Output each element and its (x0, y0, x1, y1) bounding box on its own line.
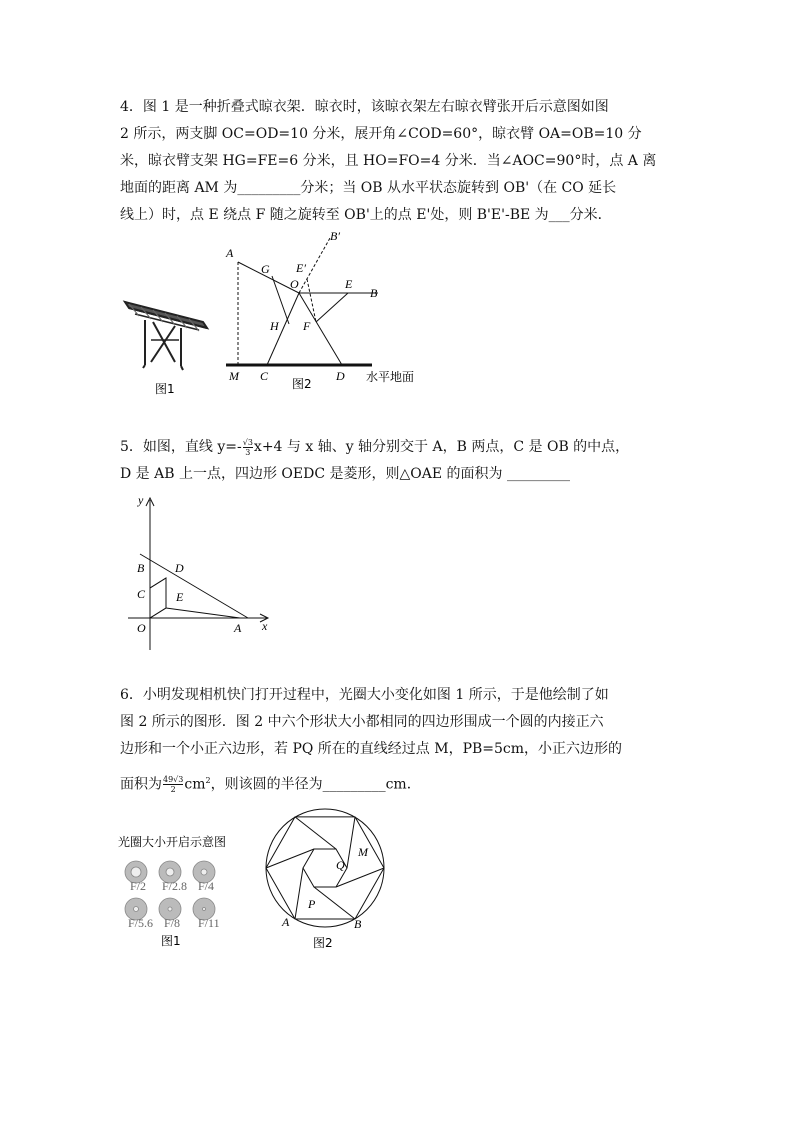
q6-fig1-caption: 图1 (161, 934, 181, 948)
label-a: A (234, 621, 242, 635)
aperture-title: 光圈大小开启示意图 (118, 835, 227, 849)
stop-label: F/8 (164, 916, 181, 930)
label-f: F (303, 319, 311, 333)
q6-line-4 (120, 767, 680, 794)
blade-edge (347, 817, 355, 868)
label-d: D (175, 561, 184, 575)
q5-line-2: D 是 AB 上一点，四边形 OEDC 是菱形，则△OAE 的面积为 _________ (120, 466, 570, 482)
line-ab (140, 554, 248, 618)
q5-fraction-denominator: 3 (245, 447, 251, 457)
q6-area-fraction (163, 775, 183, 794)
label-b: B (354, 917, 362, 931)
segment-fe-prime (307, 279, 316, 322)
label-e: E (176, 590, 184, 604)
segment-oe (150, 608, 166, 618)
label-a: A (226, 246, 234, 260)
blade-edge (295, 868, 303, 919)
q4-line-2: 2 所示，两支脚 OC=OD=10 分米，展开角∠COD=60°，晾衣臂 OA=OB=10 分 (120, 126, 642, 142)
label-g: G (261, 262, 270, 276)
rack-schematic-figure-2 (220, 226, 430, 391)
aperture-figure-1 (118, 832, 228, 952)
stop-label: F/2.8 (162, 879, 188, 893)
label-o: O (137, 621, 146, 635)
label-b: B (137, 561, 145, 575)
q5-line-1 (120, 434, 680, 461)
q6-line-2: 图 2 所示的图形．图 2 中六个形状大小都相同的四边形围成一个圆的内接正六 (120, 714, 604, 730)
segment-fe (316, 293, 348, 322)
stop-label: F/2 (130, 879, 147, 893)
q6-fig2-caption: 图2 (313, 936, 333, 950)
blade-edge (295, 817, 336, 849)
segment-ea (166, 608, 240, 618)
q4-line-5: 线上）时，点 E 绕点 F 随之旋转至 OB'上的点 E'处，则 B'E'-BE 为___分米． (120, 207, 612, 223)
label-m: M (229, 369, 239, 383)
q5-line-1-start: 5．如图，直线 y=- (120, 439, 242, 455)
stop-label: F/5.6 (128, 916, 154, 930)
label-p: P (308, 897, 316, 911)
ground-label: 水平地面 (366, 370, 415, 384)
label-m: M (358, 845, 368, 859)
q4-line-3: 米，晾衣臂支架 HG=FE=6 分米，且 HO=FO=4 分米．当∠AOC=90°时，点 A 离 (120, 153, 657, 169)
q6-fraction-denominator: 2 (170, 785, 176, 795)
label-b-prime: B′ (330, 229, 340, 243)
q6-unit-exponent: 2 (205, 776, 211, 785)
blade-edge (266, 849, 314, 868)
question-6-text (120, 682, 680, 794)
question-4-text (120, 94, 680, 229)
q6-line-4-end: ，则该圆的半径为_________cm． (210, 776, 421, 793)
label-q: Q (336, 858, 345, 872)
label-o: O (290, 277, 299, 291)
rhombus-oedc (150, 578, 166, 618)
q6-line-4-start: 面积为 (120, 776, 162, 793)
label-b: B (370, 286, 378, 300)
q6-fraction-numerator: 49√3 (163, 775, 184, 785)
q6-line-3: 边形和一个小正六边形，若 PQ 所在的直线经过点 M，PB=5cm，小正六边形的 (120, 741, 623, 757)
drying-rack-figure-1 (115, 290, 215, 400)
label-d: D (336, 369, 345, 383)
q5-slope-fraction (243, 438, 253, 457)
q4-line-4: 地面的距离 AM 为_________分米；当 OB 从水平状态旋转到 OB'（在 CO 延长 (120, 180, 617, 196)
label-a: A (282, 915, 290, 929)
q4-line-1: 4．图 1 是一种折叠式晾衣架．晾衣时，该晾衣架左右晾衣臂张开后示意图如图 (120, 99, 609, 115)
label-x: x (262, 619, 268, 633)
label-e-prime: E′ (296, 261, 306, 275)
label-y: y (138, 493, 144, 507)
label-c: C (260, 369, 269, 383)
q5-fraction-numerator: √3 (242, 437, 253, 447)
stop-label: F/11 (198, 916, 220, 930)
q4-fig1-caption: 图1 (155, 382, 175, 396)
q5-line-1-end: x+4 与 x 轴、y 轴分别交于 A，B 两点，C 是 OB 的中点， (253, 439, 630, 455)
q4-fig2-caption: 图2 (292, 377, 312, 391)
label-e: E (345, 277, 353, 291)
blade-edge (314, 887, 355, 919)
outer-hexagon (266, 817, 384, 919)
label-c: C (137, 587, 146, 601)
aperture-geometry-figure-2 (260, 808, 390, 953)
outer-circle (266, 809, 384, 927)
stop-label: F/4 (198, 879, 215, 893)
q6-line-1: 6．小明发现相机快门打开过程中，光圈大小变化如图 1 所示，于是他绘制了如 (120, 687, 609, 703)
q6-unit: cm (184, 776, 206, 793)
question-5-text (120, 434, 680, 488)
label-h: H (270, 319, 279, 333)
coordinate-figure (128, 490, 278, 655)
